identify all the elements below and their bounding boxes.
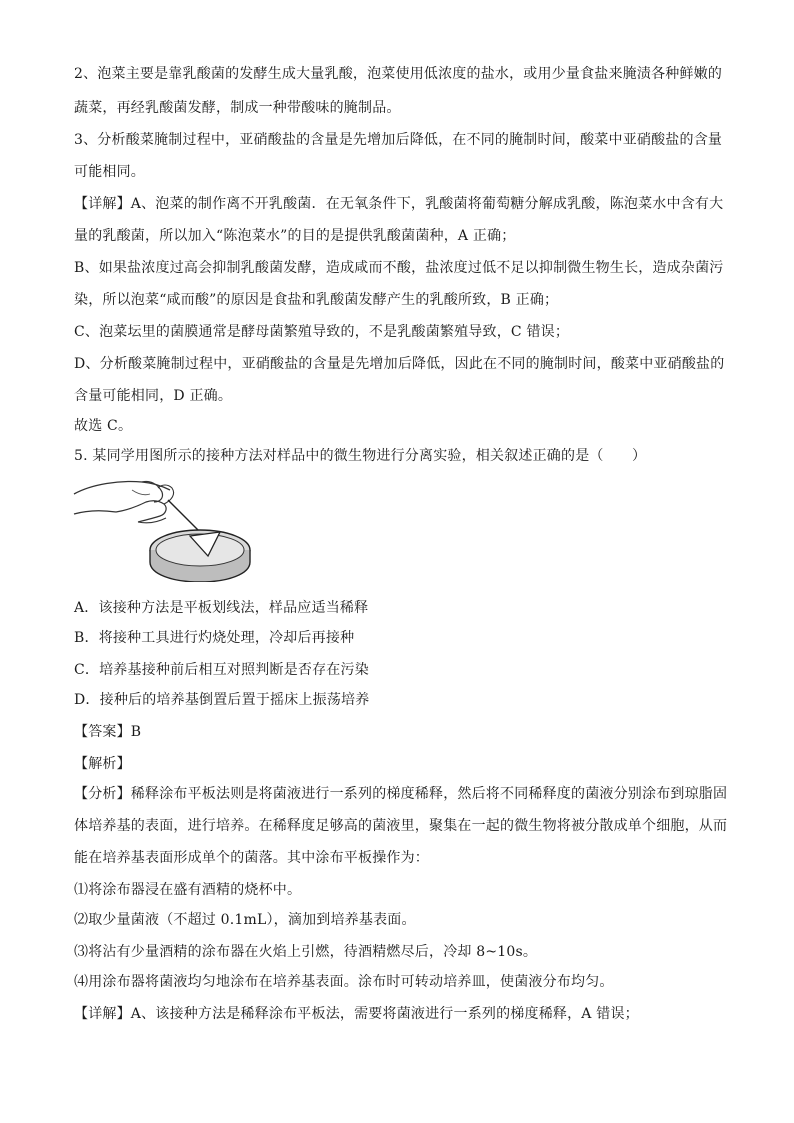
detail-line: B、如果盐浓度过高会抑制乳酸菌发酵，造成咸而不酸，盐浓度过低不足以抑制微生物生长，造成杂菌污 [74, 260, 724, 276]
paragraph-line: 3、分析酸菜腌制过程中，亚硝酸盐的含量是先增加后降低，在不同的腌制时间，酸菜中亚硝酸盐的含量 [74, 132, 723, 148]
question-stem: 5. 某同学用图所示的接种方法对样品中的微生物进行分离实验，相关叙述正确的是（ ） [74, 448, 647, 464]
paragraph-line: 可能相同。 [74, 164, 145, 180]
step-line: ⑵取少量菌液（不超过 0.1mL），滴加到培养基表面。 [74, 912, 416, 928]
answer-label: 【答案】B [74, 724, 142, 740]
analysis-line: 能在培养基表面形成单个的菌落。其中涂布平板操作为： [74, 850, 429, 866]
option-d: D．接种后的培养基倒置后置于摇床上振荡培养 [74, 692, 370, 708]
detail-line: 染，所以泡菜“咸而酸”的原因是食盐和乳酸菌发酵产生的乳酸所致，B 正确； [74, 292, 559, 308]
analysis-line: 【分析】稀释涂布平板法则是将菌液进行一系列的梯度稀释，然后将不同稀释度的菌液分别涂布到琼脂固 [74, 786, 728, 802]
option-a: A．该接种方法是平板划线法，样品应适当稀释 [74, 600, 369, 616]
analysis-line: 体培养基的表面，进行培养。在稀释度足够高的菌液里，聚集在一起的微生物将被分散成单个细胞，从而 [74, 818, 728, 834]
step-line: ⑷用涂布器将菌液均匀地涂布在培养基表面。涂布时可转动培养皿，使菌液分布均匀。 [74, 974, 614, 990]
option-b: B．将接种工具进行灼烧处理，冷却后再接种 [74, 630, 355, 646]
detail-line: C、泡菜坛里的菌膜通常是酵母菌繁殖导致的，不是乳酸菌繁殖导致，C 错误； [74, 324, 570, 340]
detail-line: 含量可能相同，D 正确。 [74, 388, 233, 404]
detail-line: 【详解】A、泡菜的制作离不开乳酸菌．在无氧条件下，乳酸菌将葡萄糖分解成乳酸，陈泡菜水中含有大 [74, 196, 724, 212]
detail-line: 量的乳酸菌，所以加入“陈泡菜水”的目的是提供乳酸菌菌种，A 正确； [74, 228, 516, 244]
detail-line: D、分析酸菜腌制过程中，亚硝酸盐的含量是先增加后降低，因此在不同的腌制时间，酸菜中亚硝酸盐的 [74, 356, 725, 372]
petri-dish-inoculation-figure [72, 470, 252, 582]
analysis-heading: 【解析】 [74, 756, 131, 772]
conclusion-line: 故选 C。 [74, 418, 133, 434]
step-line: ⑶将沾有少量酒精的涂布器在火焰上引燃，待酒精燃尽后，冷却 8~10s。 [74, 944, 538, 960]
paragraph-line: 蔬菜，再经乳酸菌发酵，制成一种带酸味的腌制品。 [74, 100, 401, 116]
detail-line: 【详解】A、该接种方法是稀释涂布平板法，需要将菌液进行一系列的梯度稀释，A 错误； [74, 1006, 639, 1022]
step-line: ⑴将涂布器浸在盛有酒精的烧杯中。 [74, 882, 302, 898]
paragraph-line: 2、泡菜主要是靠乳酸菌的发酵生成大量乳酸，泡菜使用低浓度的盐水，或用少量食盐来腌渍各种鲜嫩的 [74, 66, 723, 82]
option-c: C．培养基接种前后相互对照判断是否存在污染 [74, 662, 369, 678]
